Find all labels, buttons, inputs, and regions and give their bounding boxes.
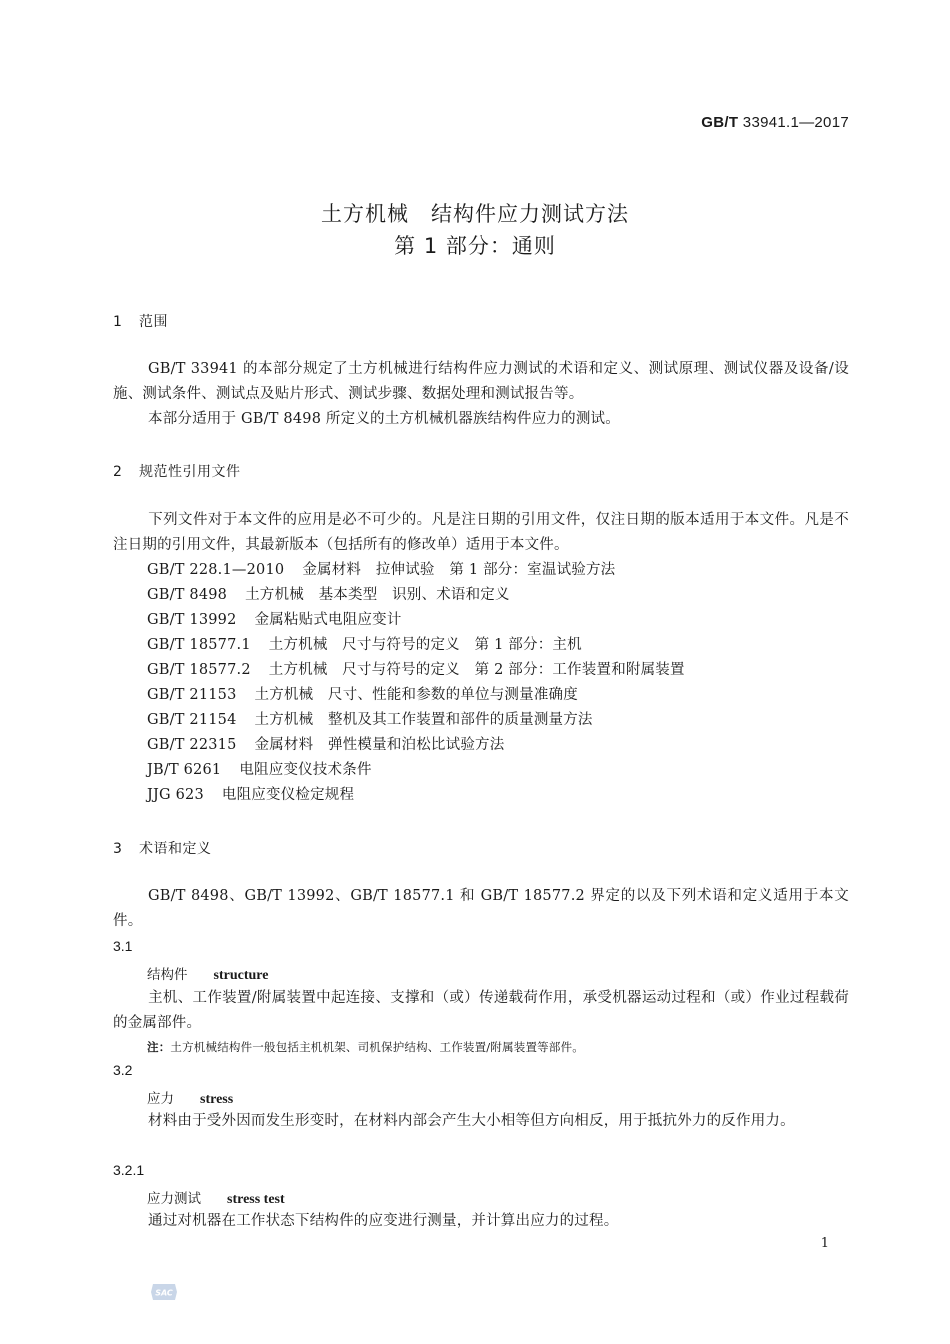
reference-title: 金属粘贴式电阻应变计 xyxy=(254,612,402,628)
reference-item xyxy=(147,683,578,704)
document-subtitle: 第 1 部分：通则 xyxy=(394,234,556,258)
section-heading-2 xyxy=(113,461,241,481)
note-label: 注： xyxy=(147,1040,171,1054)
section-title: 术语和定义 xyxy=(139,841,212,857)
reference-title: 土方机械 尺寸与符号的定义 第 2 部分：工作装置和附属装置 xyxy=(268,662,685,678)
reference-item xyxy=(147,633,582,654)
section-number: 1 xyxy=(113,314,123,330)
reference-code: JB/T 6261 xyxy=(147,762,222,778)
definition-text: 材料由于受外因而发生形变时，在材料内部会产生大小相等但方向相反，用于抵抗外力的反作用力。 xyxy=(148,1113,795,1129)
reference-item xyxy=(147,733,504,754)
reference-title: 土方机械 基本类型 识别、术语和定义 xyxy=(245,587,510,603)
document-title: 土方机械 结构件应力测试方法 xyxy=(321,202,629,226)
section-heading-3 xyxy=(113,838,212,858)
term-definition xyxy=(113,986,849,1036)
paragraph xyxy=(113,357,849,407)
term-heading xyxy=(147,1087,233,1108)
reference-item xyxy=(147,783,354,804)
reference-code: GB/T 8498 xyxy=(147,587,228,603)
definition-text: 通过对机器在工作状态下结构件的应变进行测量，并计算出应力的过程。 xyxy=(148,1213,619,1229)
section-title: 范围 xyxy=(139,314,168,330)
paragraph xyxy=(113,407,849,432)
reference-code: GB/T 228.1—2010 xyxy=(147,562,285,578)
reference-title: 土方机械 尺寸与符号的定义 第 1 部分：主机 xyxy=(268,637,582,653)
term-heading xyxy=(147,1187,285,1208)
section-heading-1 xyxy=(113,311,168,331)
reference-item xyxy=(147,708,593,729)
paragraph-text: 本部分适用于 GB/T 8498 所定义的土方机械机器族结构件应力的测试。 xyxy=(148,411,620,427)
term-zh: 应力测试 xyxy=(147,1191,201,1207)
reference-title: 金属材料 拉伸试验 第 1 部分：室温试验方法 xyxy=(302,562,616,578)
paragraph-text: GB/T 33941 的本部分规定了土方机械进行结构件应力测试的术语和定义、测试原理、测试仪器及设备/设施、测试条件、测试点及贴片形式、测试步骤、数据处理和测试报告等。 xyxy=(113,361,849,402)
definition-text: 主机、工作装置/附属装置中起连接、支撑和（或）传递载荷作用，承受机器运动过程和（或）作业过程载荷的金属部件。 xyxy=(113,990,849,1031)
reference-title: 土方机械 尺寸、性能和参数的单位与测量准确度 xyxy=(254,687,578,703)
note xyxy=(147,1039,584,1055)
section-number: 3 xyxy=(113,841,123,857)
reference-title: 土方机械 整机及其工作装置和部件的质量测量方法 xyxy=(254,712,593,728)
paragraph xyxy=(113,884,849,934)
term-number: 3.2.1 xyxy=(113,1162,145,1178)
section-number: 2 xyxy=(113,464,123,480)
reference-item xyxy=(147,583,510,604)
term-number: 3.1 xyxy=(113,938,133,954)
reference-code: GB/T 21154 xyxy=(147,712,237,728)
reference-title: 金属材料 弹性模量和泊松比试验方法 xyxy=(254,737,505,753)
term-definition xyxy=(113,1209,849,1234)
term-definition xyxy=(113,1109,849,1134)
reference-item xyxy=(147,558,615,579)
doc-number: 33941.1—2017 xyxy=(742,114,849,131)
term-number: 3.2 xyxy=(113,1062,133,1078)
reference-title: 电阻应变仪检定规程 xyxy=(221,787,355,803)
term-zh: 应力 xyxy=(147,1091,174,1107)
reference-code: GB/T 13992 xyxy=(147,612,237,628)
paragraph xyxy=(113,508,849,558)
reference-title: 电阻应变仪技术条件 xyxy=(239,762,372,778)
term-en: stress xyxy=(200,1092,234,1107)
paragraph-text: GB/T 8498、GB/T 13992、GB/T 18577.1 和 GB/T 18577.2 界定的以及下列术语和定义适用于本文件。 xyxy=(113,888,849,929)
reference-code: GB/T 21153 xyxy=(147,687,237,703)
svg-text:SAC: SAC xyxy=(155,1288,173,1298)
reference-item xyxy=(147,608,402,629)
doc-prefix: GB/T xyxy=(701,114,739,131)
term-zh: 结构件 xyxy=(147,967,188,983)
section-title: 规范性引用文件 xyxy=(139,464,241,480)
term-heading xyxy=(147,963,268,984)
paragraph-text: 下列文件对于本文件的应用是必不可少的。凡是注日期的引用文件，仅注日期的版本适用于本文件。凡是不注日期的引用文件，其最新版本（包括所有的修改单）适用于本文件。 xyxy=(113,512,849,553)
page-number: 1 xyxy=(820,1236,829,1251)
reference-code: GB/T 18577.2 xyxy=(147,662,251,678)
sac-logo-icon xyxy=(150,1282,178,1302)
reference-item xyxy=(147,658,685,679)
reference-item xyxy=(147,758,372,779)
note-text: 土方机械结构件一般包括主机机架、司机保护结构、工作装置/附属装置等部件。 xyxy=(170,1040,584,1054)
reference-code: GB/T 22315 xyxy=(147,737,237,753)
reference-code: JJG 623 xyxy=(147,787,204,803)
reference-code: GB/T 18577.1 xyxy=(147,637,251,653)
document-number xyxy=(701,114,849,131)
term-en: stress test xyxy=(227,1192,285,1207)
term-en: structure xyxy=(213,968,269,983)
